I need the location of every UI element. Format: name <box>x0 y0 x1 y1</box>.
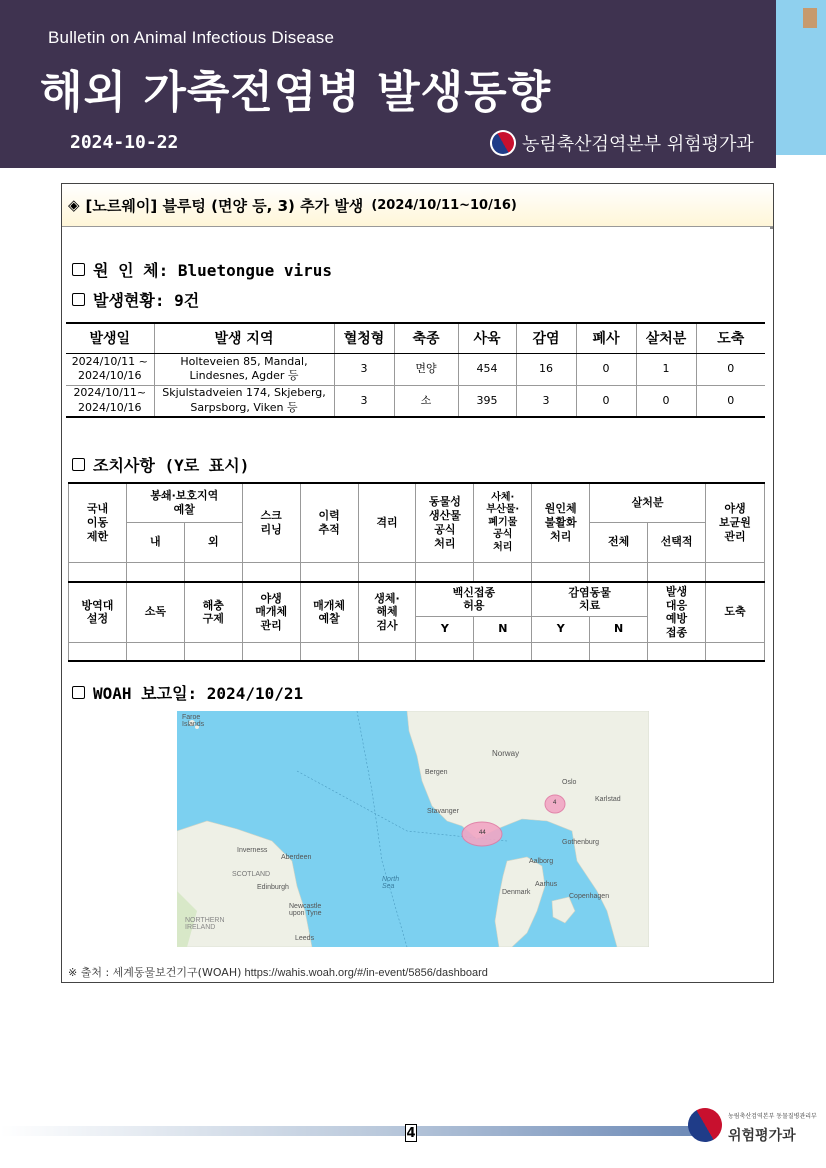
m-disinfection: 소독 <box>126 582 184 642</box>
map-label-copenhagen: Copenhagen <box>569 893 610 900</box>
marker-count: 44 <box>479 830 486 836</box>
diamond-bullet-icon: ◈ <box>68 196 80 214</box>
outbreak-heading <box>72 288 199 311</box>
source-url[interactable]: https://wahis.woah.org/#/in-event/5856/dashboard <box>244 967 488 979</box>
map-label-stavanger: Stavanger <box>427 808 459 815</box>
checkbox-bullet-icon <box>72 293 85 306</box>
m-wildlife: 야생 보균원 관리 <box>705 483 764 562</box>
col-region: 발생 지역 <box>154 323 334 353</box>
cell-region: Skjulstadveien 174, Skjeberg, Sarpsborg, Viken 등 <box>154 385 334 417</box>
m-treatment-n: N <box>590 616 648 642</box>
m-products: 동물성 생산물 공식 처리 <box>416 483 474 562</box>
measures-value-row-1 <box>69 562 765 582</box>
page-number: 4 <box>406 1126 416 1141</box>
cell-serotype: 3 <box>334 353 394 385</box>
cell-date: 2024/10/11 ~ 2024/10/16 <box>66 353 154 385</box>
cell-dead: 0 <box>576 353 636 385</box>
m-outside: 외 <box>184 522 242 562</box>
org-brand <box>490 130 754 156</box>
map-label-newcastle: Newcastle upon Tyne <box>289 903 322 917</box>
cell-culled: 0 <box>636 385 696 417</box>
measures-label: 조치사항 (Y로 표시) <box>93 456 250 475</box>
outbreak-map <box>177 711 649 947</box>
map-label-nireland: NORTHERN IRELAND <box>185 917 225 931</box>
m-wild-vector: 야생 매개체 관리 <box>242 582 300 642</box>
m-carcass: 사체· 부산물· 폐기물 공식 처리 <box>474 483 532 562</box>
outbreak-table <box>66 322 765 418</box>
section-title-text: [노르웨이] 블루텅 (면양 등, 3) 추가 발생 <box>85 196 364 215</box>
col-date: 발생일 <box>66 323 154 353</box>
cell-serotype: 3 <box>334 385 394 417</box>
checkbox-bullet-icon <box>72 458 85 471</box>
m-bio-test: 생체· 해체 검사 <box>358 582 416 642</box>
col-dead: 폐사 <box>576 323 636 353</box>
map-label-leeds: Leeds <box>295 935 315 942</box>
header-accent-blue <box>776 0 826 155</box>
m-vector-surv: 매개체 예찰 <box>300 582 358 642</box>
checkbox-bullet-icon <box>72 263 85 276</box>
m-all: 전체 <box>590 522 648 562</box>
col-reared: 사육 <box>458 323 516 353</box>
map-label-denmark: Denmark <box>502 889 531 896</box>
map-label-northsea: North Sea <box>382 876 400 890</box>
pathogen-value: Bluetongue virus <box>177 261 333 280</box>
cell-infected: 16 <box>516 353 576 385</box>
outbreak-label: 발생현황: <box>93 291 175 310</box>
map-label-edinburgh: Edinburgh <box>257 884 289 891</box>
pathogen-heading <box>72 258 332 281</box>
cell-reared: 454 <box>458 353 516 385</box>
marker-count: 4 <box>553 800 557 806</box>
bulletin-date: 2024-10-22 <box>70 132 179 153</box>
m-zone: 방역대 설정 <box>69 582 127 642</box>
m-slaughter: 도축 <box>705 582 764 642</box>
pathogen-label: 원 인 체: <box>93 261 178 280</box>
source-note <box>68 964 488 980</box>
cell-slaughtered: 0 <box>696 385 765 417</box>
col-infected: 감염 <box>516 323 576 353</box>
cell-reared: 395 <box>458 385 516 417</box>
cell-species: 면양 <box>394 353 458 385</box>
map-label-gothenburg: Gothenburg <box>562 839 599 846</box>
section-title <box>62 184 773 227</box>
cell-species: 소 <box>394 385 458 417</box>
government-logo-icon <box>682 1102 728 1148</box>
col-slaughtered: 도축 <box>696 323 765 353</box>
header-accent-orange <box>803 8 817 28</box>
outbreak-value: 9건 <box>174 291 200 310</box>
m-screening: 스크 리닝 <box>242 483 300 562</box>
measures-table <box>68 482 765 662</box>
footer-org-name: 위험평가과 <box>728 1128 796 1144</box>
map-label-bergen: Bergen <box>425 769 448 776</box>
map-label-aberdeen: Aberdeen <box>281 854 312 861</box>
map-label-faroe: Faroe Islands <box>182 714 205 728</box>
government-logo-icon <box>485 125 521 161</box>
m-inside: 내 <box>126 522 184 562</box>
table-header-row <box>66 323 765 353</box>
page-header <box>0 0 776 168</box>
col-culled: 살처분 <box>636 323 696 353</box>
m-quarantine: 격리 <box>358 483 416 562</box>
footer-bar <box>0 1126 700 1136</box>
footer-org-small: 농림축산검역본부 동물질병관리부 <box>728 1113 817 1120</box>
m-vaccine-y: Y <box>416 616 474 642</box>
cell-region: Holteveien 85, Mandal, Lindesnes, Agder 등 <box>154 353 334 385</box>
m-treatment-y: Y <box>532 616 590 642</box>
org-name: 농림축산검역본부 위험평가과 <box>522 134 754 155</box>
cell-date: 2024/10/11~ 2024/10/16 <box>66 385 154 417</box>
m-vaccine-n: N <box>474 616 532 642</box>
measures-value-row-2 <box>69 642 765 661</box>
map-label-aalborg: Aalborg <box>529 858 554 865</box>
bulletin-subtitle: Bulletin on Animal Infectious Disease <box>48 28 335 47</box>
m-selective: 선택적 <box>648 522 706 562</box>
map-label-aarhus: Aarhus <box>535 881 558 888</box>
map-label-scotland: SCOTLAND <box>232 871 271 878</box>
map-label-inverness: Inverness <box>237 847 268 854</box>
source-label: ※ 출처 : 세계동물보건기구(WOAH) <box>68 966 242 979</box>
m-culling: 살처분 <box>590 483 706 522</box>
m-vaccine: 백신접종 허용 <box>416 582 532 616</box>
map-label-norway: Norway <box>492 749 520 758</box>
m-sealing: 봉쇄·보호지역 예찰 <box>126 483 242 522</box>
map-label-oslo: Oslo <box>562 779 577 786</box>
woah-label: WOAH 보고일: 2024/10/21 <box>93 684 304 703</box>
cell-dead: 0 <box>576 385 636 417</box>
table-row <box>66 353 765 385</box>
col-serotype: 혈청형 <box>334 323 394 353</box>
checkbox-bullet-icon <box>72 686 85 699</box>
cell-infected: 3 <box>516 385 576 417</box>
table-row <box>66 385 765 417</box>
map-canvas <box>177 711 649 947</box>
m-trace: 이력 추적 <box>300 483 358 562</box>
woah-heading <box>72 681 303 704</box>
bulletin-title: 해외 가축전염병 발생동향 <box>40 67 552 118</box>
col-species: 축종 <box>394 323 458 353</box>
map-label-karlstad: Karlstad <box>595 796 621 803</box>
cell-slaughtered: 0 <box>696 353 765 385</box>
m-treatment: 감염동물 치료 <box>532 582 648 616</box>
m-inactivation: 원인체 불활화 처리 <box>532 483 590 562</box>
cell-culled: 1 <box>636 353 696 385</box>
m-prevent: 발생 대응 예방 접종 <box>648 582 706 642</box>
m-pest: 해충 구제 <box>184 582 242 642</box>
measures-heading <box>72 453 249 476</box>
section-period: (2024/10/11~10/16) <box>371 197 517 213</box>
m-domestic: 국내 이동 제한 <box>69 483 127 562</box>
